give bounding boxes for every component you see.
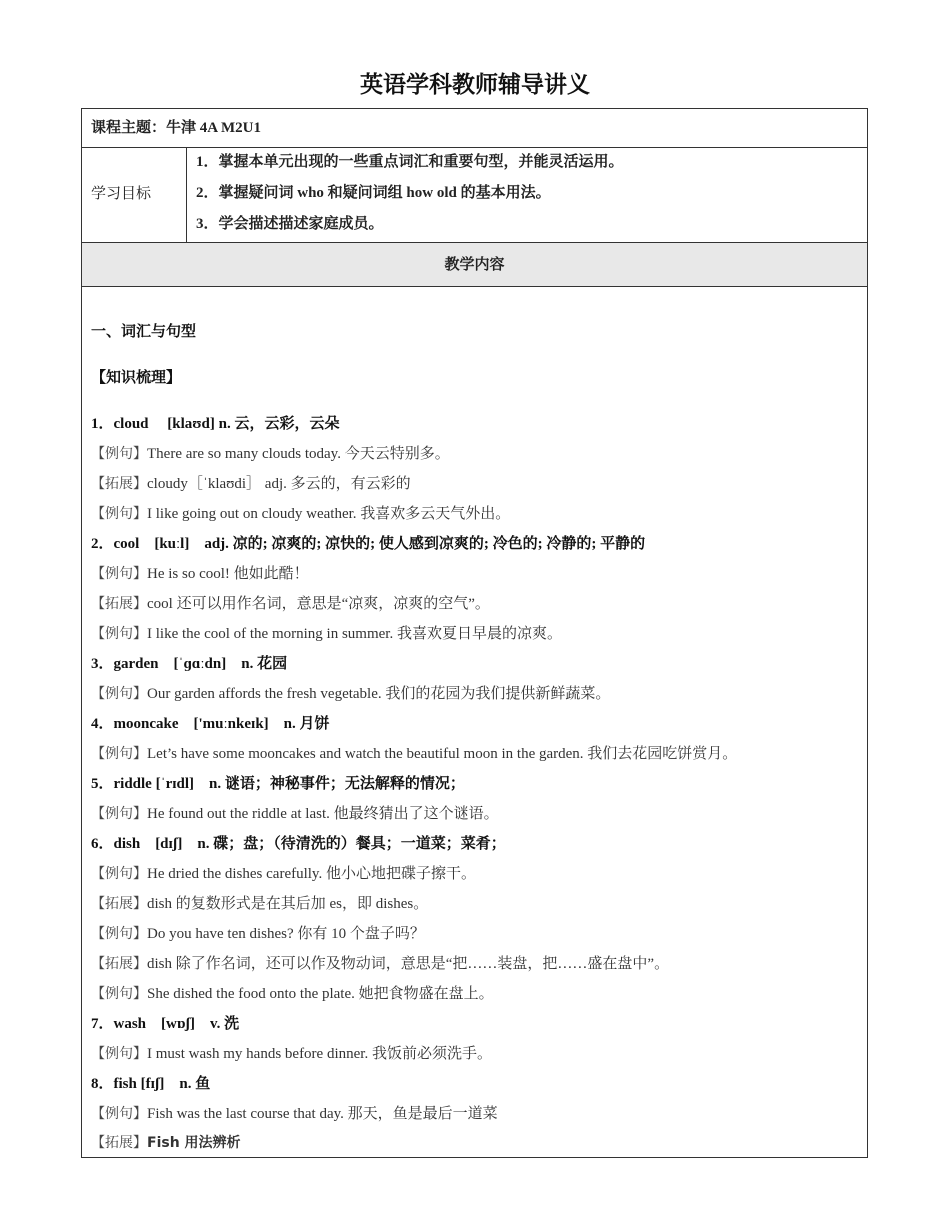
vocab-word: 8．fish [fɪʃ] n. 鱼 — [91, 1076, 211, 1092]
example-line — [91, 442, 450, 463]
example-line — [91, 862, 476, 883]
example-text: I like going out on cloudy weather. 我喜欢多云天气外出。 — [147, 506, 511, 522]
vocab-word: 6．dish [dɪʃ] n. 碟；盘；（待清洗的）餐具；一道菜；菜肴； — [91, 836, 506, 852]
goals-label: 学习目标 — [91, 184, 152, 202]
example-line — [91, 742, 737, 763]
extend-tag: 【拓展】 — [91, 956, 147, 972]
example-tag: 【例句】 — [91, 1046, 147, 1062]
example-line — [91, 922, 425, 943]
extend-text: dish 的复数形式是在其后加 es，即 dishes。 — [147, 896, 429, 912]
topic-row — [82, 109, 867, 148]
extend-line — [91, 892, 428, 913]
vocab-word: 1．cloud [klaʊd] n. 云，云彩，云朵 — [91, 416, 340, 432]
example-line — [91, 502, 510, 523]
vocab-word: 5．riddle [ˈrɪdl] n. 谜语；神秘事件；无法解释的情况； — [91, 776, 465, 792]
example-tag: 【例句】 — [91, 566, 147, 582]
lesson-table — [81, 108, 868, 1158]
example-text: He dried the dishes carefully. 他小心地把碟子擦干。 — [147, 866, 476, 882]
extend-text: cool 还可以用作名词，意思是“凉爽，凉爽的空气”。 — [147, 596, 490, 612]
example-line — [91, 802, 499, 823]
extend-tag: 【拓展】 — [91, 596, 147, 612]
vocab-word: 3．garden [ˈɡɑːdn] n. 花园 — [91, 656, 288, 672]
example-text: Let’s have some mooncakes and watch the beautiful moon in the garden. 我们去花园吃饼赏月。 — [147, 746, 738, 762]
example-text: I must wash my hands before dinner. 我饭前必须洗手。 — [147, 1046, 492, 1062]
content-header: 教学内容 — [444, 255, 505, 273]
goal-item: 1．掌握本单元出现的一些重点词汇和重要句型，并能灵活运用。 — [196, 154, 624, 170]
example-line — [91, 982, 494, 1003]
example-tag: 【例句】 — [91, 806, 147, 822]
example-text: She dished the food onto the plate. 她把食物盛在盘上。 — [147, 986, 494, 1002]
example-tag: 【例句】 — [91, 746, 147, 762]
extend-line — [91, 592, 490, 613]
vocab-word: 4．mooncake ['muːnkeɪk] n. 月饼 — [91, 716, 330, 732]
example-tag: 【例句】 — [91, 926, 147, 942]
goals-label-cell — [82, 148, 187, 242]
example-tag: 【例句】 — [91, 446, 147, 462]
vocab-word: 7．wash [wɒʃ] v. 洗 — [91, 1016, 240, 1032]
example-text: There are so many clouds today. 今天云特别多。 — [147, 446, 450, 462]
extend-line — [91, 472, 411, 493]
content-header-row — [82, 243, 867, 287]
goal-item: 3．学会描述描述家庭成员。 — [196, 216, 384, 232]
section-title: 一、词汇与句型 — [91, 322, 197, 340]
vocab-word: 2．cool [kuːl] adj. 凉的; 凉爽的; 凉快的; 使人感到凉爽的; 冷色的; 冷静的; 平静的 — [91, 536, 646, 552]
example-line — [91, 1102, 498, 1123]
section-subtitle: 【知识梳理】 — [91, 368, 182, 386]
example-tag: 【例句】 — [91, 1106, 147, 1122]
example-text: He is so cool! 他如此酷！ — [147, 566, 309, 582]
extend-text: dish 除了作名词，还可以作及物动词，意思是“把……装盘，把……盛在盘中”。 — [147, 956, 670, 972]
example-text: Do you have ten dishes? 你有 10 个盘子吗？ — [147, 926, 425, 942]
goal-item: 2．掌握疑问词 who 和疑问词组 how old 的基本用法。 — [196, 185, 551, 201]
example-text: He found out the riddle at last. 他最终猜出了这个谜语。 — [147, 806, 499, 822]
extend-tag: 【拓展】 — [91, 1135, 147, 1151]
example-line — [91, 682, 610, 703]
example-text: Fish was the last course that day. 那天，鱼是最后一道菜 — [147, 1106, 498, 1122]
extend-line — [91, 1132, 241, 1152]
document-title: 英语学科教师辅导讲义 — [360, 72, 590, 98]
extend-text: cloudy［ˈklaʊdi］ adj. 多云的，有云彩的 — [147, 476, 411, 492]
example-line — [91, 1042, 492, 1063]
example-tag: 【例句】 — [91, 986, 147, 1002]
extend-tag: 【拓展】 — [91, 896, 147, 912]
course-topic: 课程主题：牛津 4A M2U1 — [91, 120, 261, 136]
example-line — [91, 622, 562, 643]
example-text: I like the cool of the morning in summer. 我喜欢夏日早晨的凉爽。 — [147, 626, 562, 642]
example-line — [91, 562, 309, 583]
goals-row — [82, 148, 867, 243]
example-tag: 【例句】 — [91, 626, 147, 642]
example-text: Our garden affords the fresh vegetable. 我们的花园为我们提供新鲜蔬菜。 — [147, 686, 611, 702]
extend-tag: 【拓展】 — [91, 476, 147, 492]
extend-text: Fish 用法辨析 — [147, 1135, 241, 1151]
example-tag: 【例句】 — [91, 506, 147, 522]
example-tag: 【例句】 — [91, 866, 147, 882]
example-tag: 【例句】 — [91, 686, 147, 702]
extend-line — [91, 952, 669, 973]
